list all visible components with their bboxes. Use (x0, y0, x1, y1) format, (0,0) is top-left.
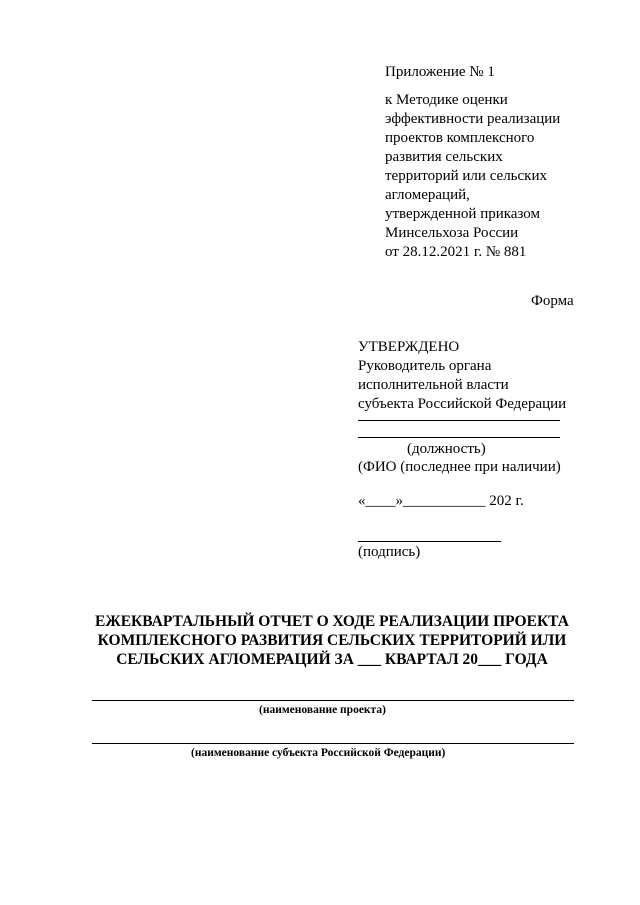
approval-line: субъекта Российской Федерации (358, 396, 567, 412)
appendix-line: развития сельских (385, 149, 503, 165)
appendix-line: к Методике оценки (385, 92, 508, 108)
project-name-caption: (наименование проекта) (259, 704, 386, 716)
report-title-line: СЕЛЬСКИХ АГЛОМЕРАЦИЙ ЗА ___ КВАРТАЛ 20___ ГОДА (116, 651, 548, 668)
position-blank-line (358, 437, 560, 438)
appendix-header: Приложение № 1 (385, 64, 495, 80)
appendix-line: агломераций, (385, 187, 470, 203)
signature-caption: (подпись) (358, 544, 421, 560)
report-title (92, 612, 572, 669)
report-title-line: КОМПЛЕКСНОГО РАЗВИТИЯ СЕЛЬСКИХ ТЕРРИТОРИЙ ИЛИ (97, 632, 567, 649)
approval-line: исполнительной власти (358, 377, 509, 393)
approval-blank-line (358, 420, 560, 421)
appendix-line: Минсельхоза России (385, 225, 519, 241)
form-label: Форма (531, 293, 574, 309)
region-name-line (92, 743, 574, 744)
signature-blank-line (358, 541, 501, 542)
appendix-line: эффективности реализации (385, 111, 561, 127)
appendix-line: территорий или сельских (385, 168, 547, 184)
approval-heading: УТВЕРЖДЕНО (358, 339, 460, 355)
appendix-line: проектов комплексного (385, 130, 535, 146)
appendix-order-line: от 28.12.2021 г. № 881 (385, 244, 527, 260)
fio-caption: (ФИО (последнее при наличии) (358, 459, 561, 475)
region-name-caption: (наименование субъекта Российской Федерации) (191, 747, 446, 759)
position-caption: (должность) (407, 441, 486, 457)
appendix-line: утвержденной приказом (385, 206, 541, 222)
approval-line: Руководитель органа (358, 358, 492, 374)
approval-date-line: «____»___________ 202 г. (358, 493, 524, 509)
report-title-line: ЕЖЕКВАРТАЛЬНЫЙ ОТЧЕТ О ХОДЕ РЕАЛИЗАЦИИ ПРОЕКТА (95, 613, 569, 630)
project-name-line (92, 700, 574, 701)
